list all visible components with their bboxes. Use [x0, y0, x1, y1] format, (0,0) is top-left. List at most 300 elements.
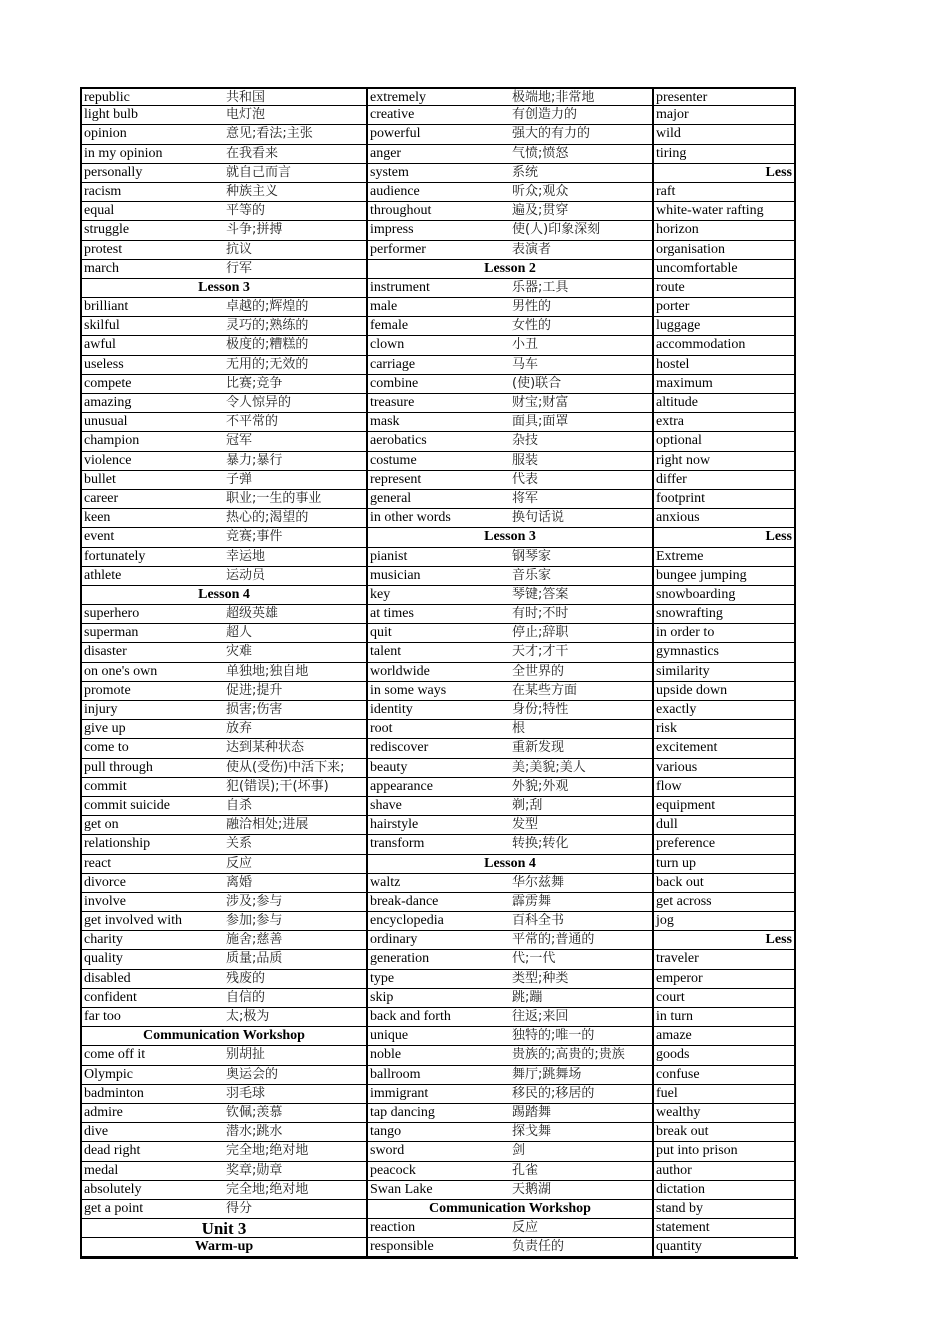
english-word: extra — [656, 414, 684, 430]
section-header-row — [82, 279, 366, 298]
vocab-row — [82, 816, 366, 835]
vocab-row — [368, 298, 652, 317]
vocab-row — [368, 241, 652, 260]
english-word: superman — [84, 625, 139, 641]
english-word: accommodation — [656, 337, 746, 353]
section-header: Lesson 3 — [198, 279, 250, 295]
english-word: immigrant — [370, 1085, 429, 1101]
vocab-row — [368, 202, 652, 221]
vocab-row — [82, 970, 366, 989]
english-word: court — [656, 989, 685, 1005]
chinese-meaning: 达到某种状态 — [226, 740, 305, 756]
english-word: badminton — [84, 1085, 144, 1101]
vocab-row — [82, 164, 366, 183]
english-word: break out — [656, 1124, 709, 1140]
english-word: put into prison — [656, 1143, 738, 1159]
vocab-row — [82, 509, 366, 528]
vocab-row — [368, 970, 652, 989]
english-word: costume — [370, 452, 417, 468]
vocab-row — [654, 912, 794, 931]
vocab-row — [368, 1066, 652, 1085]
section-header: Lesson 2 — [484, 260, 536, 276]
vocab-row — [654, 1046, 794, 1065]
english-word: get a point — [84, 1200, 144, 1216]
chinese-meaning: 孔雀 — [512, 1162, 539, 1178]
chinese-meaning: 职业;一生的事业 — [226, 490, 322, 506]
english-word: unique — [370, 1028, 409, 1044]
chinese-meaning: 剑 — [512, 1143, 526, 1159]
english-word: wealthy — [656, 1104, 701, 1120]
english-word: superhero — [84, 606, 140, 622]
vocab-row — [654, 1085, 794, 1104]
chinese-meaning: 华尔兹舞 — [512, 874, 565, 890]
vocab-row — [368, 739, 652, 758]
vocab-row — [368, 643, 652, 662]
section-header-row — [82, 1238, 366, 1257]
chinese-meaning: 类型;种类 — [512, 970, 569, 986]
english-word: encyclopedia — [370, 913, 444, 929]
chinese-meaning: 全世界的 — [512, 663, 565, 679]
vocab-row — [82, 720, 366, 739]
section-header: Communication Workshop — [143, 1028, 305, 1044]
vocab-row — [654, 145, 794, 164]
chinese-meaning: 负责任的 — [512, 1239, 565, 1255]
vocab-row — [82, 241, 366, 260]
vocab-row — [368, 624, 652, 643]
chinese-meaning: 太;极为 — [226, 1009, 270, 1024]
vocab-row — [654, 797, 794, 816]
vocab-row — [82, 989, 366, 1008]
english-word: tap dancing — [370, 1104, 435, 1120]
english-word: amazing — [84, 395, 132, 410]
chinese-meaning: 别胡扯 — [226, 1047, 266, 1063]
chinese-meaning: 钦佩;羡慕 — [226, 1104, 283, 1120]
chinese-meaning: 自杀 — [226, 797, 253, 813]
chinese-meaning: 外貌;外观 — [512, 778, 569, 794]
vocab-row — [654, 260, 794, 279]
english-word: various — [656, 759, 698, 775]
vocab-row — [368, 1008, 652, 1027]
chinese-meaning: 强大的有力的 — [512, 126, 591, 142]
chinese-meaning: 天鹅湖 — [512, 1181, 552, 1197]
section-header-row — [368, 528, 652, 547]
vocab-row — [82, 106, 366, 125]
vocab-row — [368, 797, 652, 816]
vocab-row — [82, 739, 366, 758]
chinese-meaning: 美;美貌;美人 — [512, 759, 586, 775]
chinese-meaning: 参加;参与 — [226, 913, 283, 929]
english-word: key — [370, 586, 391, 602]
english-word: unusual — [84, 414, 128, 430]
english-word: struggle — [84, 222, 130, 238]
english-word: quality — [84, 951, 123, 967]
english-word: absolutely — [84, 1181, 142, 1197]
english-word: divorce — [84, 874, 126, 890]
english-word: charity — [84, 932, 123, 948]
english-word: statement — [656, 1220, 710, 1236]
english-word: get involved with — [84, 913, 182, 929]
vocab-row — [368, 356, 652, 375]
section-header-row — [368, 1200, 652, 1219]
english-word: light bulb — [84, 107, 139, 123]
english-word: extremely — [370, 90, 426, 105]
chinese-meaning: 财宝;财富 — [512, 395, 569, 410]
chinese-meaning: 女性的 — [512, 318, 552, 334]
vocab-row — [368, 1142, 652, 1161]
english-word: combine — [370, 375, 419, 391]
english-word: get across — [656, 893, 712, 909]
vocab-row — [82, 835, 366, 854]
chinese-meaning: 探戈舞 — [512, 1124, 552, 1140]
chinese-meaning: 放弃 — [226, 721, 253, 737]
english-word: altitude — [656, 395, 698, 410]
vocab-row — [82, 912, 366, 931]
chinese-meaning: 竞赛;事件 — [226, 529, 283, 545]
section-header: Unit 3 — [201, 1219, 247, 1238]
english-word: creative — [370, 107, 415, 123]
vocab-row — [654, 87, 794, 106]
english-word: turn up — [656, 855, 697, 871]
vocab-row — [82, 1181, 366, 1200]
english-word: general — [370, 490, 412, 506]
vocab-row — [82, 663, 366, 682]
vocab-row — [82, 202, 366, 221]
chinese-meaning: 犯(错误);干(坏事) — [226, 778, 329, 794]
english-word: white-water rafting — [656, 203, 764, 219]
chinese-meaning: 热心的;渴望的 — [226, 510, 309, 526]
vocab-row — [654, 125, 794, 144]
vocab-row — [654, 509, 794, 528]
vocab-row — [368, 682, 652, 701]
chinese-meaning: 舞厅;跳舞场 — [512, 1066, 582, 1082]
chinese-meaning: 剃;刮 — [512, 797, 543, 813]
section-header: Less — [765, 529, 792, 545]
chinese-meaning: 得分 — [226, 1200, 253, 1216]
section-header: Warm-up — [194, 1239, 254, 1255]
english-word: snowrafting — [656, 606, 723, 622]
english-word: risk — [656, 721, 677, 737]
english-word: organisation — [656, 241, 725, 257]
vocab-row — [368, 1104, 652, 1123]
vocab-row — [82, 643, 366, 662]
english-word: get on — [84, 817, 119, 833]
vocab-row — [82, 1104, 366, 1123]
chinese-meaning: 施舍;慈善 — [226, 932, 283, 948]
english-word: tiring — [656, 145, 687, 161]
english-word: raft — [656, 183, 676, 199]
english-word: Swan Lake — [370, 1181, 433, 1197]
vocab-row — [654, 855, 794, 874]
section-header: Less — [765, 932, 792, 948]
english-word: shave — [370, 797, 402, 813]
vocab-row — [368, 509, 652, 528]
vocab-row — [368, 125, 652, 144]
chinese-meaning: 百科全书 — [512, 913, 565, 929]
chinese-meaning: 就自己而言 — [226, 164, 292, 180]
vocab-row — [368, 413, 652, 432]
english-word: confuse — [656, 1066, 700, 1082]
vocab-row — [82, 452, 366, 471]
english-word: throughout — [370, 203, 432, 219]
english-word: beauty — [370, 759, 408, 775]
vocab-row — [368, 835, 652, 854]
vocab-row — [82, 1142, 366, 1161]
vocab-row — [82, 1162, 366, 1181]
english-word: instrument — [370, 279, 430, 295]
chinese-meaning: 天才;才干 — [512, 644, 569, 660]
vocab-row — [654, 874, 794, 893]
vocab-row — [82, 624, 366, 643]
chinese-meaning: 移民的;移居的 — [512, 1085, 595, 1101]
vocab-row — [654, 624, 794, 643]
chinese-meaning: 发型 — [512, 817, 539, 833]
english-word: protest — [84, 241, 123, 257]
english-word: involve — [84, 893, 126, 909]
chinese-meaning: 遍及;贯穿 — [512, 203, 569, 219]
chinese-meaning: 琴键;答案 — [512, 586, 569, 602]
section-header-row — [368, 855, 652, 874]
english-word: opinion — [84, 126, 127, 142]
chinese-meaning: 幸运地 — [226, 548, 266, 564]
english-word: sword — [370, 1143, 405, 1159]
english-word: dull — [656, 817, 678, 833]
vocab-row — [654, 835, 794, 854]
english-word: medal — [84, 1162, 119, 1178]
section-header-row — [82, 1219, 366, 1238]
english-word: Extreme — [656, 548, 704, 564]
english-word: in other words — [370, 510, 451, 526]
english-word: appearance — [370, 778, 433, 794]
vocab-row — [82, 356, 366, 375]
column-1 — [80, 87, 366, 1257]
english-word: rediscover — [370, 740, 429, 756]
vocab-row — [82, 145, 366, 164]
vocab-row — [82, 87, 366, 106]
vocab-row — [654, 279, 794, 298]
english-word: event — [84, 529, 115, 545]
chinese-meaning: 将军 — [512, 490, 539, 506]
english-word: audience — [370, 183, 420, 199]
english-word: bullet — [84, 471, 116, 487]
english-word: back and forth — [370, 1009, 451, 1024]
english-word: generation — [370, 951, 430, 967]
vocab-row — [654, 490, 794, 509]
vocab-row — [654, 1123, 794, 1142]
english-word: performer — [370, 241, 426, 257]
vocab-row — [82, 471, 366, 490]
chinese-meaning: 完全地;绝对地 — [226, 1181, 309, 1197]
vocab-row — [368, 912, 652, 931]
section-header-row — [654, 931, 794, 950]
vocab-row — [368, 950, 652, 969]
vocab-row — [368, 164, 652, 183]
english-word: confident — [84, 989, 137, 1005]
chinese-meaning: (使)联合 — [512, 375, 562, 391]
vocab-row — [368, 931, 652, 950]
english-word: presenter — [656, 90, 708, 105]
english-word: violence — [84, 452, 132, 468]
vocab-row — [82, 317, 366, 336]
chinese-meaning: 灾难 — [226, 644, 253, 660]
chinese-meaning: 潜水;跳水 — [226, 1124, 283, 1140]
vocab-row — [654, 1027, 794, 1046]
section-header: Less — [765, 164, 792, 180]
vocab-row — [654, 356, 794, 375]
chinese-meaning: 卓越的;辉煌的 — [226, 299, 309, 315]
chinese-meaning: 贵族的;高贵的;贵族 — [512, 1047, 625, 1063]
vocab-row — [368, 1181, 652, 1200]
english-word: system — [370, 164, 409, 180]
vocab-row — [368, 279, 652, 298]
section-header: Lesson 4 — [198, 586, 250, 602]
english-word: porter — [656, 299, 690, 315]
vocab-row — [82, 394, 366, 413]
english-word: Olympic — [84, 1066, 133, 1082]
vocab-row — [368, 106, 652, 125]
english-word: quit — [370, 625, 392, 641]
english-word: male — [370, 299, 398, 315]
english-word: identity — [370, 702, 413, 717]
section-header-row — [368, 260, 652, 279]
vocab-row — [82, 1123, 366, 1142]
vocab-row — [368, 874, 652, 893]
english-word: in order to — [656, 625, 715, 641]
english-word: career — [84, 490, 119, 506]
english-word: goods — [656, 1047, 690, 1063]
english-word: type — [370, 970, 395, 986]
vocab-row — [82, 1085, 366, 1104]
english-word: wild — [656, 126, 681, 142]
english-word: champion — [84, 433, 140, 449]
chinese-meaning: 自信的 — [226, 989, 266, 1005]
column-3 — [652, 87, 796, 1257]
chinese-meaning: 有创造力的 — [512, 107, 578, 123]
english-word: treasure — [370, 395, 415, 410]
vocab-row — [82, 1046, 366, 1065]
english-word: gymnastics — [656, 644, 719, 660]
vocab-row — [368, 816, 652, 835]
chinese-meaning: 子弹 — [226, 471, 253, 487]
english-word: republic — [84, 90, 130, 105]
english-word: waltz — [370, 874, 401, 890]
chinese-meaning: 质量;品质 — [226, 951, 283, 967]
english-word: commit — [84, 778, 127, 794]
vocab-row — [368, 183, 652, 202]
vocab-row — [82, 1200, 366, 1219]
section-header-row — [654, 164, 794, 183]
vocab-row — [368, 567, 652, 586]
vocab-row — [654, 452, 794, 471]
vocab-row — [654, 1219, 794, 1238]
vocab-row — [368, 221, 652, 240]
chinese-meaning: 表演者 — [512, 241, 552, 257]
vocab-row — [368, 490, 652, 509]
english-word: emperor — [656, 970, 703, 986]
chinese-meaning: 男性的 — [512, 299, 552, 315]
chinese-meaning: 羽毛球 — [226, 1085, 266, 1101]
english-word: dive — [84, 1124, 109, 1140]
english-word: flow — [656, 778, 682, 794]
vocab-row — [654, 1066, 794, 1085]
chinese-meaning: 独特的;唯一的 — [512, 1028, 595, 1044]
english-word: react — [84, 855, 112, 871]
vocab-row — [82, 432, 366, 451]
english-word: useless — [84, 356, 124, 372]
english-word: ballroom — [370, 1066, 421, 1082]
english-word: worldwide — [370, 663, 430, 679]
vocab-row — [82, 893, 366, 912]
english-word: exactly — [656, 702, 697, 717]
vocab-row — [368, 1219, 652, 1238]
vocab-row — [654, 1104, 794, 1123]
english-word: root — [370, 721, 393, 737]
english-word: preference — [656, 836, 716, 852]
chinese-meaning: 服装 — [512, 452, 539, 468]
vocab-row — [368, 701, 652, 720]
english-word: come to — [84, 740, 129, 756]
english-word: jog — [656, 913, 674, 929]
english-word: traveler — [656, 951, 699, 967]
chinese-meaning: 平等的 — [226, 203, 266, 219]
chinese-meaning: 极端地;非常地 — [512, 90, 595, 105]
vocab-row — [82, 1008, 366, 1027]
english-word: fuel — [656, 1085, 678, 1101]
vocab-row — [82, 874, 366, 893]
english-word: in some ways — [370, 682, 447, 698]
english-word: similarity — [656, 663, 710, 679]
chinese-meaning: 离婚 — [226, 874, 253, 890]
english-word: tango — [370, 1124, 402, 1140]
english-word: musician — [370, 567, 421, 583]
english-word: keen — [84, 510, 111, 526]
english-word: far too — [84, 1009, 121, 1024]
english-word: back out — [656, 874, 704, 890]
vocab-row — [368, 1085, 652, 1104]
vocab-row — [368, 1123, 652, 1142]
vocab-row — [654, 893, 794, 912]
english-word: admire — [84, 1104, 123, 1120]
english-word: talent — [370, 644, 402, 660]
vocab-row — [654, 989, 794, 1008]
column-2 — [366, 87, 652, 1257]
chinese-meaning: 残废的 — [226, 970, 266, 986]
chinese-meaning: 乐器;工具 — [512, 279, 569, 295]
vocab-row — [368, 759, 652, 778]
english-word: dictation — [656, 1181, 705, 1197]
english-word: upside down — [656, 682, 728, 698]
vocab-row — [82, 778, 366, 797]
english-word: skip — [370, 989, 394, 1005]
english-word: promote — [84, 682, 131, 698]
english-word: come off it — [84, 1047, 146, 1063]
vocab-row — [368, 375, 652, 394]
chinese-meaning: 超人 — [226, 625, 253, 641]
vocab-row — [368, 1238, 652, 1257]
vocab-row — [654, 413, 794, 432]
vocab-row — [82, 567, 366, 586]
english-word: in my opinion — [84, 145, 163, 161]
chinese-meaning: 听众;观众 — [512, 183, 569, 199]
english-word: ordinary — [370, 932, 418, 948]
english-word: uncomfortable — [656, 260, 738, 276]
vocab-row — [368, 145, 652, 164]
english-word: compete — [84, 375, 132, 391]
vocab-row — [82, 855, 366, 874]
section-header-row — [82, 586, 366, 605]
chinese-meaning: 行军 — [226, 260, 253, 276]
section-header: Lesson 3 — [484, 529, 536, 545]
chinese-meaning: 马车 — [512, 356, 539, 372]
